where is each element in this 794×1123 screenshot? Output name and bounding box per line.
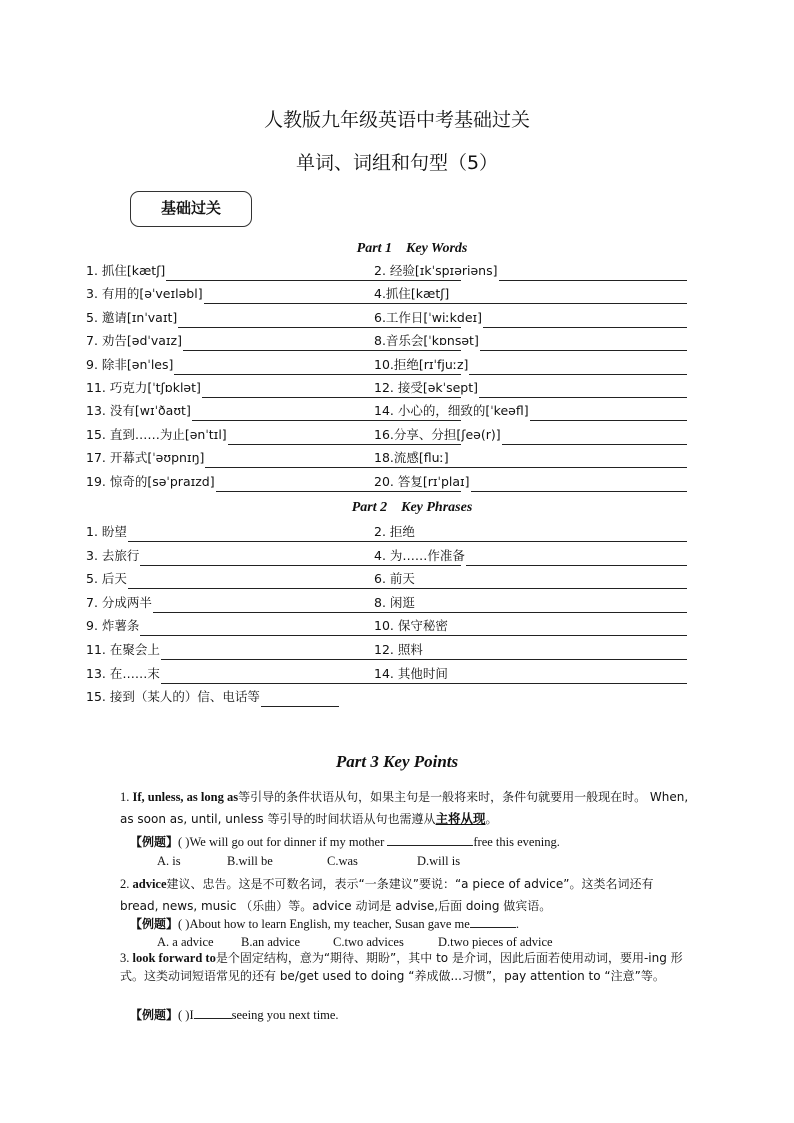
point3-example: [130, 1005, 339, 1025]
point1-end: 。: [485, 812, 498, 826]
example-text-end: free this evening.: [473, 835, 560, 849]
answer-line[interactable]: [483, 313, 687, 328]
answer-line[interactable]: [469, 360, 687, 375]
option-d: D.will is: [417, 854, 461, 868]
part1-item: [374, 284, 687, 304]
part2-heading-name: Key Phrases: [401, 500, 473, 515]
point3-text: 是个固定结构，意为“期待、期盼”，其中 to 是介词，因此后面若使用动词，要用-ing 形式。这类动词短语常见的还有 be/get used to doing “养成做...习惯”，pay attention to “注意”等。: [120, 951, 683, 983]
part1-item: [374, 331, 687, 351]
answer-line[interactable]: [479, 383, 687, 398]
point3-keyword: look forward to: [132, 951, 216, 965]
example-text-start: I: [189, 1008, 194, 1022]
part2-item-label: 7. 分成两半: [86, 594, 152, 610]
part2-item: [374, 616, 687, 636]
point1-keyword: If, unless, as long as: [132, 790, 239, 804]
part1-item: [374, 472, 687, 492]
part1-item-label: 11. 巧克力[ˈtʃɒklət]: [86, 380, 201, 395]
part1-item-label: 13. 没有[wɪˈðaʊt]: [86, 403, 191, 419]
point2-paragraph: [120, 873, 690, 917]
part2-item-label: 11. 在聚会上: [86, 642, 160, 657]
part2-item: [374, 640, 687, 660]
option-a: A. is: [157, 854, 181, 868]
part2-row: [86, 664, 696, 684]
point1-options: [157, 854, 460, 869]
part2-row: [86, 616, 696, 636]
part2-item-label: 15. 接到（某人的）信、电话等: [86, 689, 260, 705]
part2-row: [86, 640, 696, 660]
part2-item: [86, 687, 339, 707]
part2-item: [374, 522, 687, 542]
page-subtitle: 单词、词组和句型（5）: [295, 152, 499, 174]
part2-heading-number: Part 2: [351, 500, 388, 515]
part2-item-label: 8. 闲逛: [374, 594, 415, 610]
point1-example: [130, 832, 560, 852]
answer-line[interactable]: [416, 527, 687, 542]
part1-item-label: 3. 有用的[əˈveɪləbl]: [86, 286, 203, 302]
point2-keyword: advice: [132, 877, 167, 891]
point3-paragraph: [120, 949, 690, 985]
part1-item: [374, 378, 687, 398]
option-b: B.an advice: [241, 935, 301, 949]
part2-item-label: 12. 照料: [374, 642, 423, 657]
answer-line[interactable]: [424, 645, 687, 660]
part2-item-label: 13. 在……末: [86, 665, 160, 681]
answer-line[interactable]: [499, 266, 687, 281]
part1-item-label: 4.抓住[kætʃ]: [374, 286, 450, 302]
part2-item: [374, 546, 687, 566]
answer-line[interactable]: [466, 551, 687, 566]
part1-item-label: 9. 除非[ənˈles]: [86, 356, 174, 372]
part1-row: [86, 425, 696, 445]
part1-item-label: 15. 直到……为止[ənˈtɪl]: [86, 426, 227, 442]
part1-item-label: 2. 经验[ɪkˈspɪəriəns]: [374, 263, 498, 278]
option-a: A. a advice: [157, 935, 214, 949]
part1-row: [86, 308, 696, 328]
point2-number: 2.: [120, 877, 130, 891]
part2-item-label: 2. 拒绝: [374, 524, 415, 539]
answer-line[interactable]: [471, 477, 687, 492]
answer-line[interactable]: [450, 453, 687, 468]
option-c: C.two advices: [333, 935, 404, 949]
example-label: 【例题】: [130, 1008, 179, 1022]
part1-row: [86, 472, 696, 492]
answer-line[interactable]: [416, 598, 687, 613]
answer-line[interactable]: [416, 574, 687, 589]
answer-line[interactable]: [450, 289, 687, 304]
part1-item-label: 10.拒绝[rɪˈfjuːz]: [374, 356, 469, 372]
part1-item-label: 18.流感[fluː]: [374, 450, 449, 466]
example-text-start: About how to learn English, my teacher, Susan gave me: [189, 917, 470, 931]
section-label-box: 基础过关: [130, 191, 252, 227]
part1-item-label: 20. 答复[rɪˈplaɪ]: [374, 473, 470, 489]
part1-heading: [0, 241, 794, 257]
part1-row: [86, 378, 696, 398]
part1-item-label: 19. 惊奇的[səˈpraɪzd]: [86, 473, 215, 489]
part1-item-label: 12. 接受[əkˈsept]: [374, 380, 479, 395]
answer-blank[interactable]: [387, 832, 473, 846]
part2-row: [86, 546, 696, 566]
answer-blank[interactable]: [470, 914, 516, 928]
part1-item-label: 6.工作日[ˈwiːkdeɪ]: [374, 309, 483, 325]
answer-blank[interactable]: [194, 1005, 232, 1019]
part2-item: [374, 593, 687, 613]
answer-line[interactable]: [261, 692, 339, 707]
part1-heading-name: Key Words: [406, 241, 468, 256]
page-title: 人教版九年级英语中考基础过关: [263, 109, 530, 131]
part2-row: [86, 593, 696, 613]
part1-item: [374, 401, 687, 421]
part1-item: [374, 425, 687, 445]
part1-item-label: 5. 邀请[ɪnˈvaɪt]: [86, 309, 178, 325]
answer-line[interactable]: [449, 621, 687, 636]
answer-line[interactable]: [480, 336, 687, 351]
part2-item-label: 5. 后天: [86, 571, 127, 587]
part2-item-label: 1. 盼望: [86, 524, 127, 539]
point1-number: 1.: [120, 790, 130, 804]
part2-item: [374, 664, 687, 684]
answer-line[interactable]: [502, 430, 687, 445]
point1-text: 等引导的条件状语从句，如果主句是一般将来时，条件句就要用一般现在时。 When, as soon as, until, unless 等引导的时间状语从句也需遵从: [120, 790, 689, 826]
option-c: C.was: [327, 854, 358, 868]
part1-item-label: 1. 抓住[kætʃ]: [86, 263, 166, 278]
part1-row: [86, 355, 696, 375]
part3-heading: Part 3 Key Points: [335, 752, 459, 771]
answer-paren[interactable]: ( ): [178, 835, 190, 849]
part1-item: [374, 448, 687, 468]
part1-item-label: 17. 开幕式[ˈəʊpnɪŋ]: [86, 450, 205, 466]
part1-item-label: 8.音乐会[ˈkɒnsət]: [374, 333, 479, 349]
part2-row: [86, 687, 696, 707]
part2-row: [86, 522, 696, 542]
point2-text: 建议、忠告。这是不可数名词，表示“一条建议”要说：“a piece of advice”。这类名词还有 bread, news, music （乐曲）等。advice 动词是 advise,后面 doing 做宾语。: [120, 877, 654, 913]
answer-paren[interactable]: ( ): [178, 1008, 190, 1022]
point3-number: 3.: [120, 951, 130, 965]
point2-example: [130, 914, 519, 934]
part1-row: [86, 284, 696, 304]
part1-item: [374, 261, 687, 281]
example-text-end: .: [515, 917, 519, 931]
part2-item-label: 9. 炸薯条: [86, 618, 140, 634]
part1-item-label: 14. 小心的，细致的[ˈkeəfl]: [374, 403, 529, 419]
part1-item: [374, 355, 687, 375]
part2-item: [374, 569, 687, 589]
point1-paragraph: [120, 786, 690, 830]
example-text-start: We will go out for dinner if my mother: [189, 835, 385, 849]
part2-item-label: 4. 为……作准备: [374, 547, 465, 563]
part1-row: [86, 401, 696, 421]
part2-item-label: 3. 去旅行: [86, 547, 140, 563]
part2-item-label: 10. 保守秘密: [374, 618, 448, 634]
option-d: D.two pieces of advice: [438, 935, 553, 949]
option-b: B.will be: [227, 854, 273, 868]
part1-item: [374, 308, 687, 328]
part2-item-label: 14. 其他时间: [374, 665, 448, 681]
example-label: 【例题】: [130, 835, 179, 849]
example-text-end: seeing you next time.: [231, 1008, 339, 1022]
part1-row: [86, 261, 696, 281]
point2-options: [157, 935, 553, 950]
answer-line[interactable]: [449, 669, 687, 684]
part1-row: [86, 331, 696, 351]
example-label: 【例题】: [130, 917, 179, 931]
answer-paren[interactable]: ( ): [178, 917, 190, 931]
part1-row: [86, 448, 696, 468]
answer-line[interactable]: [530, 406, 687, 421]
part1-item-label: 16.分享、分担[ʃeə(r)]: [374, 426, 501, 442]
part1-heading-number: Part 1: [356, 241, 393, 256]
part2-row: [86, 569, 696, 589]
part2-item-label: 6. 前天: [374, 571, 415, 587]
part2-heading: [0, 500, 794, 516]
point1-emphasis: 主将从现: [435, 811, 486, 826]
part1-item-label: 7. 劝告[ədˈvaɪz]: [86, 333, 182, 349]
